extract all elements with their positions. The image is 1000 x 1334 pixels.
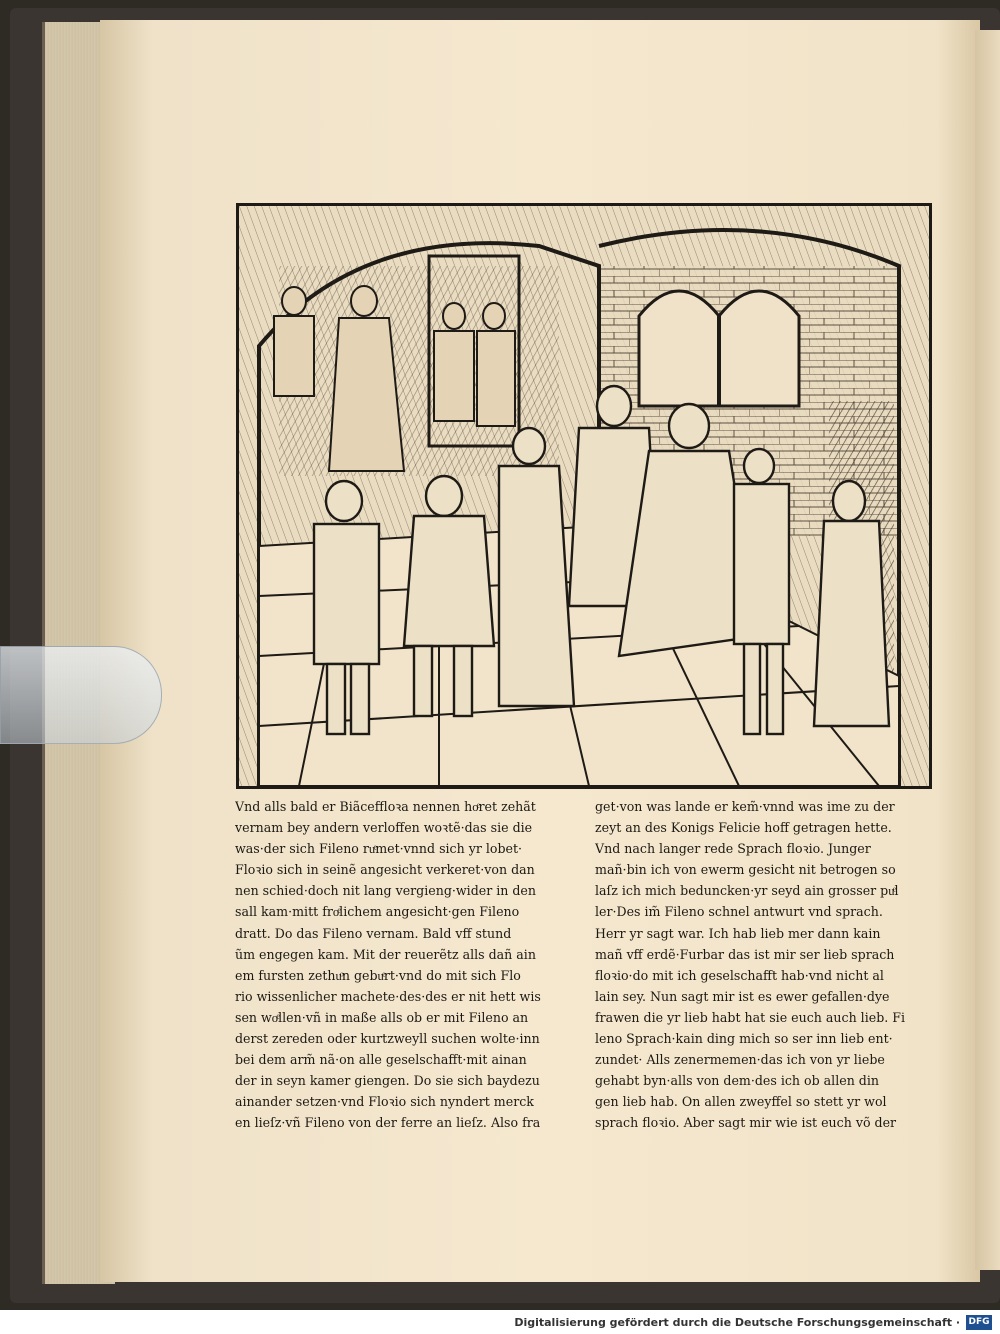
plastic-page-clip	[0, 646, 162, 744]
text-line: nen schied·doch nit lang vergieng·wider in den	[235, 883, 536, 899]
text-line: zundet· Alls zenermemen·das ich von yr liebe	[595, 1052, 885, 1068]
funding-credit: Digitalisierung gefördert durch die Deutsche Forschungsgemeinschaft ·	[514, 1316, 960, 1329]
text-line: mañ vff erdẽ·Furbar das ist mir ser lieb sprach	[595, 946, 895, 962]
text-line: laſz ich mich beduncken·yr seyd ain grosser puͤl	[595, 883, 899, 899]
text-line: sprach floꝛio. Aber sagt mir wie ist euch võ der	[595, 1115, 897, 1131]
text-line: Herr yr sagt war. Ich hab lieb mer dann kain	[595, 925, 881, 941]
text-line: ũm engegen kam. Mit der reuerẽtz alls dañ ain	[235, 946, 536, 962]
text-line: mañ·bin ich von ewerm gesicht nit betrogen so	[595, 862, 896, 878]
text-line: get·von was lande er kem̃·vnnd was ime zu der	[595, 799, 895, 814]
text-line: was·der sich Fileno ruͤmet·vnnd sich yr lobet·	[235, 841, 523, 857]
text-line: floꝛio·do mit ich geselschafft hab·vnd nicht al	[595, 967, 884, 983]
text-line: leno Sprach·kain ding mich so ser inn lieb ent·	[595, 1031, 893, 1047]
text-line: lain sey. Nun sagt mir ist es ewer gefallen·dye	[595, 988, 890, 1004]
text-line: en lieſz·vñ Fileno von der ferre an lieſz. Also fra	[235, 1115, 541, 1131]
dfg-logo-icon: DFG	[966, 1315, 992, 1330]
text-line: rio wissenlicher machete·des·des er nit hett wis	[235, 988, 541, 1004]
facing-page-edge	[975, 30, 1000, 1270]
text-column-right	[595, 796, 940, 1134]
text-line: Vnd nach langer rede Sprach floꝛio. Junger	[595, 841, 871, 857]
text-line: frawen die yr lieb habt hat sie euch auch lieb. Fi	[595, 1009, 906, 1025]
footer-bar	[0, 1312, 1000, 1334]
text-line: zeyt an des Konigs Felicie hoff getragen hette.	[595, 820, 892, 836]
text-line: derst zereden oder kurtzweyll suchen wolte·inn	[235, 1031, 540, 1047]
text-line: bei dem arm̃ nã·on alle geselschafft·mit ainan	[235, 1052, 527, 1068]
text-line: Floꝛio sich in seinẽ angesicht verkeret·von dan	[235, 862, 535, 878]
text-line: Vnd alls bald er Biãceffloꝛa nennen hoͤret zehãt	[235, 799, 536, 814]
text-line: dratt. Do das Fileno vernam. Bald vff stund	[235, 925, 512, 941]
text-line: sen woͤllen·vñ in maße alls ob er mit Fileno an	[235, 1009, 529, 1025]
text-line: der in seyn kamer giengen. Do sie sich baydezu	[235, 1073, 540, 1089]
text-line: sall kam·mitt froͤlichem angesicht·gen Fileno	[235, 904, 520, 920]
woodcut-illustration	[236, 203, 932, 789]
text-line: gen lieb hab. On allen zweyffel so stett yr wol	[595, 1094, 887, 1110]
text-line: ainander setzen·vnd Floꝛio sich nyndert merck	[235, 1094, 534, 1110]
text-line: gehabt byn·alls von dem·des ich ob allen din	[595, 1073, 880, 1089]
text-line: vernam bey andern verloffen woꝛtẽ·das sie die	[235, 820, 533, 836]
text-line: ler·Des im̃ Fileno schnel antwurt vnd sprach.	[595, 904, 883, 920]
text-column-left	[235, 796, 580, 1134]
text-line: em fursten zethuͦn gebuͤrt·vnd do mit sich Flo	[235, 967, 521, 983]
